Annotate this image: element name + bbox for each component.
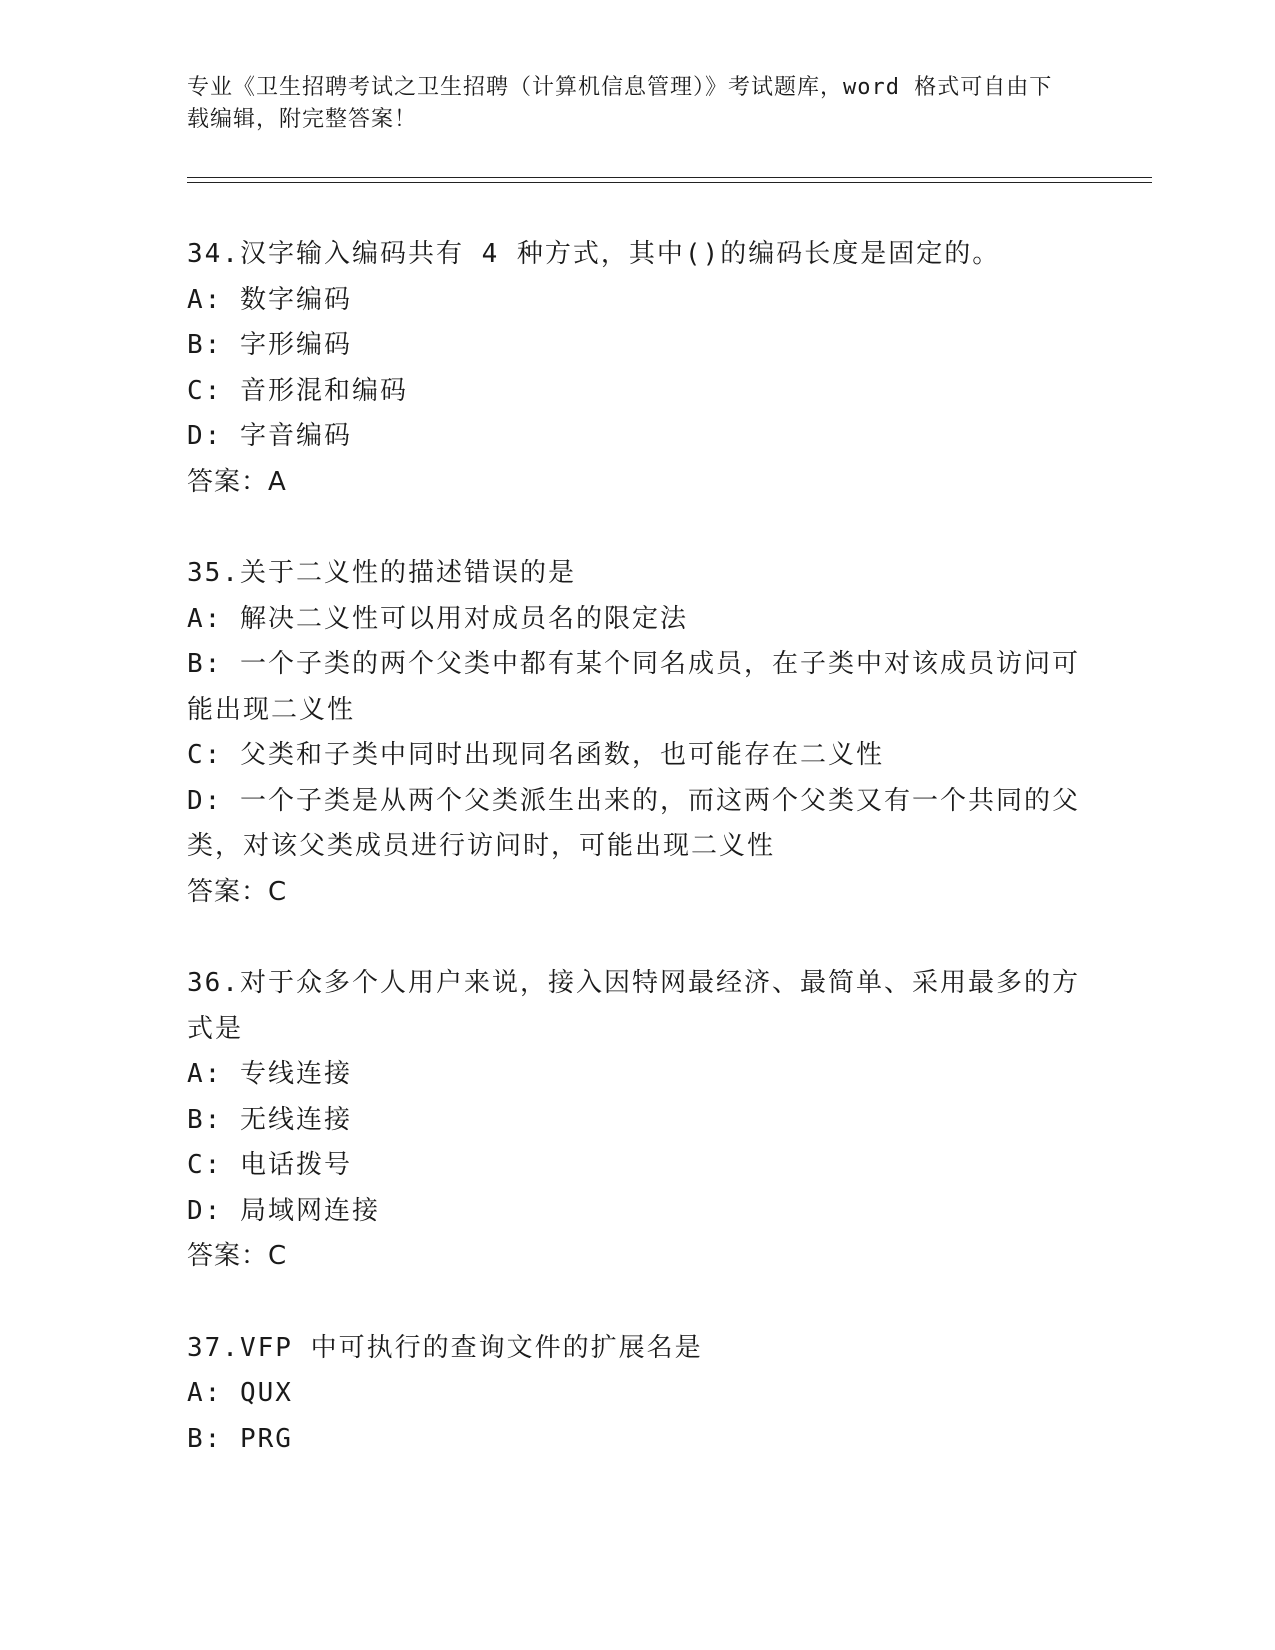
option-b: B: 字形编码 xyxy=(187,330,352,360)
answer-label: 答案：C xyxy=(187,1241,288,1271)
question-stem: 34.汉字输入编码共有 4 种方式，其中()的编码长度是固定的。 xyxy=(187,239,1001,269)
header-divider-bottom xyxy=(187,182,1152,183)
option-c: C: 电话拨号 xyxy=(187,1150,352,1180)
answer-label: 答案：C xyxy=(187,876,288,907)
option-c: C: 父类和子类中同时出现同名函数，也可能存在二义性 xyxy=(187,740,884,770)
option-a: A: 解决二义性可以用对成员名的限定法 xyxy=(187,603,688,634)
option-b: B: 无线连接 xyxy=(187,1104,352,1135)
question-stem: 36.对于众多个人用户来说，接入因特网最经济、最简单、采用最多的方式是 xyxy=(187,968,1080,1044)
question-35 xyxy=(187,551,1087,915)
header-divider-top xyxy=(187,177,1152,178)
answer-label: 答案：A xyxy=(187,466,287,497)
header-intro: 专业《卫生招聘考试之卫生招聘（计算机信息管理）》考试题库，word 格式可自由下载编辑，附完整答案！ xyxy=(187,75,1053,132)
question-34 xyxy=(187,232,1087,505)
option-a: A: QUX xyxy=(187,1378,293,1408)
option-d: D: 字音编码 xyxy=(187,421,352,451)
question-stem: 37.VFP 中可执行的查询文件的扩展名是 xyxy=(187,1332,703,1363)
option-d: D: 局域网连接 xyxy=(187,1195,380,1226)
option-a: A: 专线连接 xyxy=(187,1059,352,1089)
option-b: B: PRG xyxy=(187,1423,293,1454)
option-a: A: 数字编码 xyxy=(187,284,352,315)
option-c: C: 音形混和编码 xyxy=(187,375,408,406)
question-36 xyxy=(187,961,1087,1280)
option-b: B: 一个子类的两个父类中都有某个同名成员，在子类中对该成员访问可能出现二义性 xyxy=(187,649,1080,725)
question-stem: 35.关于二义性的描述错误的是 xyxy=(187,558,576,588)
question-list xyxy=(187,232,1087,1508)
question-37 xyxy=(187,1326,1087,1463)
option-d: D: 一个子类是从两个父类派生出来的，而这两个父类又有一个共同的父类，对该父类成员进行访问时，可能出现二义性 xyxy=(187,785,1080,861)
